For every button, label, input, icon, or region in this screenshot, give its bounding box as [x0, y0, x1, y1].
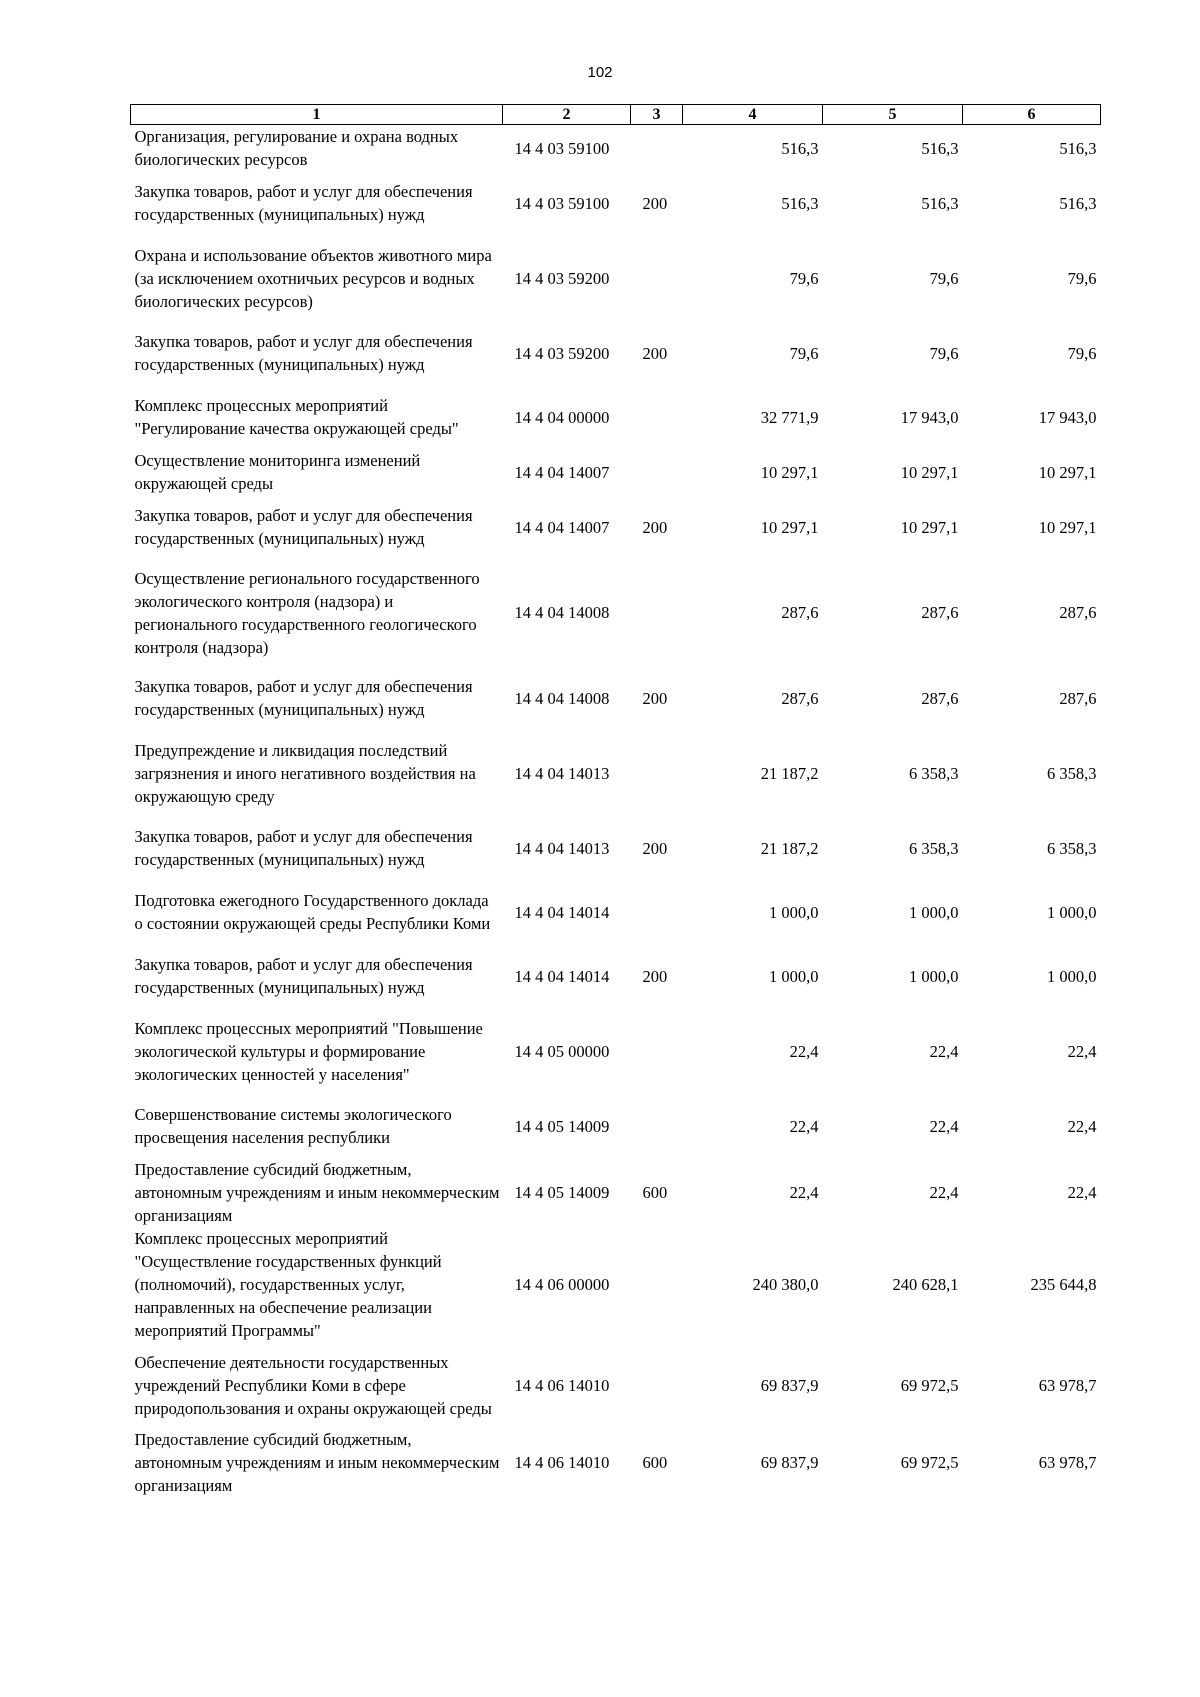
expense-type — [631, 235, 683, 321]
table-row — [131, 1158, 1101, 1227]
amount-col-4: 287,6 — [781, 603, 819, 622]
table-row — [131, 1227, 1101, 1342]
table-row — [131, 666, 1101, 730]
amount-col-6: 6 358,3 — [1047, 763, 1097, 783]
amount-col-5: 17 943,0 — [900, 407, 959, 427]
table-row — [131, 1342, 1101, 1428]
table-row — [131, 171, 1101, 235]
expense-type — [631, 1008, 683, 1094]
expense-type — [631, 1227, 683, 1342]
amount-col-5: 516,3 — [921, 138, 959, 158]
target-article-code: 14 4 05 14009 — [514, 1183, 610, 1202]
amount-col-6: 235 644,8 — [1030, 1275, 1097, 1294]
expense-type — [631, 125, 683, 172]
item-name: Закупка товаров, работ и услуг для обеспечения государственных (муниципальных) нужд — [134, 332, 473, 374]
amount-col-6: 1 000,0 — [1047, 902, 1097, 922]
amount-col-4: 69 837,9 — [760, 1375, 819, 1395]
target-article-code: 14 4 04 14008 — [514, 688, 610, 708]
expense-type: 600 — [642, 1453, 668, 1472]
expense-type — [631, 385, 683, 449]
amount-col-6: 287,6 — [1059, 603, 1097, 622]
amount-col-6: 79,6 — [1067, 268, 1097, 288]
amount-col-6: 63 978,7 — [1038, 1375, 1097, 1395]
amount-col-4: 516,3 — [781, 138, 819, 158]
amount-col-4: 1 000,0 — [769, 966, 819, 986]
expense-type: 200 — [642, 838, 668, 858]
item-name: Охрана и использование объектов животного мира (за исключением охотничьих ресурсов и водных биологических ресурсов) — [134, 245, 492, 311]
item-name: Закупка товаров, работ и услуг для обеспечения государственных (муниципальных) нужд — [134, 677, 473, 719]
amount-col-6: 10 297,1 — [1038, 517, 1097, 537]
target-article-code: 14 4 03 59100 — [514, 138, 610, 158]
amount-col-5: 516,3 — [921, 193, 959, 213]
table-row — [131, 559, 1101, 666]
amount-col-4: 10 297,1 — [760, 517, 819, 537]
target-article-code: 14 4 04 14013 — [514, 763, 610, 783]
amount-col-5: 287,6 — [921, 688, 959, 708]
item-name: Комплекс процессных мероприятий "Регулирование качества окружающей среды" — [134, 396, 459, 438]
amount-col-4: 22,4 — [789, 1116, 819, 1136]
target-article-code: 14 4 03 59100 — [514, 193, 610, 213]
item-name: Совершенствование системы экологического просвещения населения республики — [134, 1105, 452, 1147]
item-name: Комплекс процессных мероприятий "Повышение экологической культуры и формирование экологических ценностей у населения" — [134, 1018, 483, 1084]
item-name: Организация, регулирование и охрана водных биологических ресурсов — [134, 127, 459, 169]
amount-col-4: 287,6 — [781, 688, 819, 708]
amount-col-5: 69 972,5 — [900, 1453, 959, 1472]
target-article-code: 14 4 05 00000 — [514, 1041, 610, 1061]
amount-col-5: 10 297,1 — [900, 462, 959, 482]
expense-type: 600 — [642, 1183, 668, 1202]
target-article-code: 14 4 05 14009 — [514, 1116, 610, 1136]
amount-col-4: 21 187,2 — [760, 763, 819, 783]
amount-col-5: 79,6 — [929, 268, 959, 288]
table-row — [131, 880, 1101, 944]
item-name: Осуществление регионального государственного экологического контроля (надзора) и регионального государственного геологического контроля (надзора) — [134, 568, 480, 657]
amount-col-6: 516,3 — [1059, 138, 1097, 158]
expense-type — [631, 1342, 683, 1428]
target-article-code: 14 4 06 14010 — [514, 1453, 610, 1472]
item-name: Обеспечение деятельности государственных учреждений Республики Коми в сфере природопользования и охраны окружающей среды — [134, 1352, 492, 1418]
item-name: Предоставление субсидий бюджетным, автономным учреждениям и иным некоммерческим организациям — [134, 1430, 500, 1495]
budget-table — [130, 104, 1101, 1497]
amount-col-4: 79,6 — [789, 268, 819, 288]
amount-col-5: 1 000,0 — [909, 902, 959, 922]
expense-type — [631, 449, 683, 495]
amount-col-5: 69 972,5 — [900, 1375, 959, 1395]
amount-col-6: 63 978,7 — [1038, 1453, 1097, 1472]
amount-col-4: 32 771,9 — [760, 407, 819, 427]
table-row — [131, 125, 1101, 172]
item-name: Закупка товаров, работ и услуг для обеспечения государственных (муниципальных) нужд — [134, 506, 473, 548]
target-article-code: 14 4 04 14007 — [514, 462, 610, 482]
expense-type: 200 — [642, 688, 668, 708]
amount-col-4: 22,4 — [789, 1041, 819, 1061]
expense-type: 200 — [642, 966, 668, 986]
expense-type: 200 — [642, 193, 668, 213]
table-row — [131, 235, 1101, 321]
target-article-code: 14 4 06 00000 — [514, 1275, 610, 1294]
amount-col-4: 516,3 — [781, 193, 819, 213]
item-name: Предоставление субсидий бюджетным, автономным учреждениям и иным некоммерческим организациям — [134, 1160, 500, 1225]
amount-col-5: 1 000,0 — [909, 966, 959, 986]
amount-col-4: 1 000,0 — [769, 902, 819, 922]
expense-type — [631, 730, 683, 816]
table-row — [131, 944, 1101, 1008]
table-row — [131, 1094, 1101, 1158]
item-name: Закупка товаров, работ и услуг для обеспечения государственных (муниципальных) нужд — [134, 182, 473, 224]
amount-col-5: 22,4 — [929, 1116, 959, 1136]
target-article-code: 14 4 03 59200 — [514, 268, 610, 288]
item-name: Предупреждение и ликвидация последствий загрязнения и иного негативного воздействия на окружающую среду — [134, 740, 476, 806]
amount-col-5: 6 358,3 — [909, 763, 959, 783]
header-cell: 5 — [823, 105, 963, 125]
amount-col-5: 6 358,3 — [909, 838, 959, 858]
amount-col-5: 287,6 — [921, 603, 959, 622]
target-article-code: 14 4 04 00000 — [514, 407, 610, 427]
amount-col-4: 79,6 — [789, 343, 819, 363]
target-article-code: 14 4 04 14008 — [514, 603, 610, 622]
item-name: Комплекс процессных мероприятий "Осуществление государственных функций (полномочий), государственных услуг, направленных на обеспечение реализации мероприятий Программы" — [134, 1229, 442, 1340]
amount-col-4: 10 297,1 — [760, 462, 819, 482]
amount-col-6: 6 358,3 — [1047, 838, 1097, 858]
header-cell: 3 — [631, 105, 683, 125]
amount-col-6: 22,4 — [1067, 1041, 1097, 1061]
amount-col-5: 79,6 — [929, 343, 959, 363]
table-row — [131, 495, 1101, 559]
amount-col-6: 22,4 — [1067, 1183, 1097, 1202]
amount-col-4: 22,4 — [789, 1183, 819, 1202]
table-body — [131, 125, 1101, 1498]
amount-col-6: 22,4 — [1067, 1116, 1097, 1136]
amount-col-5: 22,4 — [929, 1183, 959, 1202]
target-article-code: 14 4 03 59200 — [514, 343, 610, 363]
target-article-code: 14 4 06 14010 — [514, 1375, 610, 1395]
amount-col-6: 10 297,1 — [1038, 462, 1097, 482]
target-article-code: 14 4 04 14013 — [514, 838, 610, 858]
table-row — [131, 1428, 1101, 1497]
header-cell: 2 — [503, 105, 631, 125]
amount-col-4: 240 380,0 — [752, 1275, 819, 1294]
amount-col-4: 69 837,9 — [760, 1453, 819, 1472]
expense-type — [631, 880, 683, 944]
table-row — [131, 385, 1101, 449]
header-cell: 1 — [131, 105, 503, 125]
table-row — [131, 321, 1101, 385]
target-article-code: 14 4 04 14007 — [514, 517, 610, 537]
table-header — [131, 105, 1101, 125]
amount-col-6: 79,6 — [1067, 343, 1097, 363]
amount-col-5: 240 628,1 — [892, 1275, 959, 1294]
header-cell: 6 — [963, 105, 1101, 125]
table-row — [131, 816, 1101, 880]
amount-col-5: 22,4 — [929, 1041, 959, 1061]
target-article-code: 14 4 04 14014 — [514, 902, 610, 922]
table-row — [131, 1008, 1101, 1094]
amount-col-4: 21 187,2 — [760, 838, 819, 858]
table-row — [131, 730, 1101, 816]
header-row — [131, 105, 1101, 125]
expense-type — [631, 1094, 683, 1158]
item-name: Подготовка ежегодного Государственного доклада о состоянии окружающей среды Республики Коми — [134, 891, 491, 933]
item-name: Закупка товаров, работ и услуг для обеспечения государственных (муниципальных) нужд — [134, 955, 473, 997]
expense-type: 200 — [642, 343, 668, 363]
item-name: Закупка товаров, работ и услуг для обеспечения государственных (муниципальных) нужд — [134, 827, 473, 869]
table-row — [131, 449, 1101, 495]
target-article-code: 14 4 04 14014 — [514, 966, 610, 986]
amount-col-6: 287,6 — [1059, 688, 1097, 708]
expense-type: 200 — [642, 517, 668, 537]
item-name: Осуществление мониторинга изменений окружающей среды — [134, 451, 421, 493]
expense-type — [631, 559, 683, 666]
amount-col-6: 1 000,0 — [1047, 966, 1097, 986]
header-cell: 4 — [683, 105, 823, 125]
page-number: 102 — [587, 64, 613, 81]
amount-col-6: 516,3 — [1059, 193, 1097, 213]
amount-col-6: 17 943,0 — [1038, 407, 1097, 427]
amount-col-5: 10 297,1 — [900, 517, 959, 537]
